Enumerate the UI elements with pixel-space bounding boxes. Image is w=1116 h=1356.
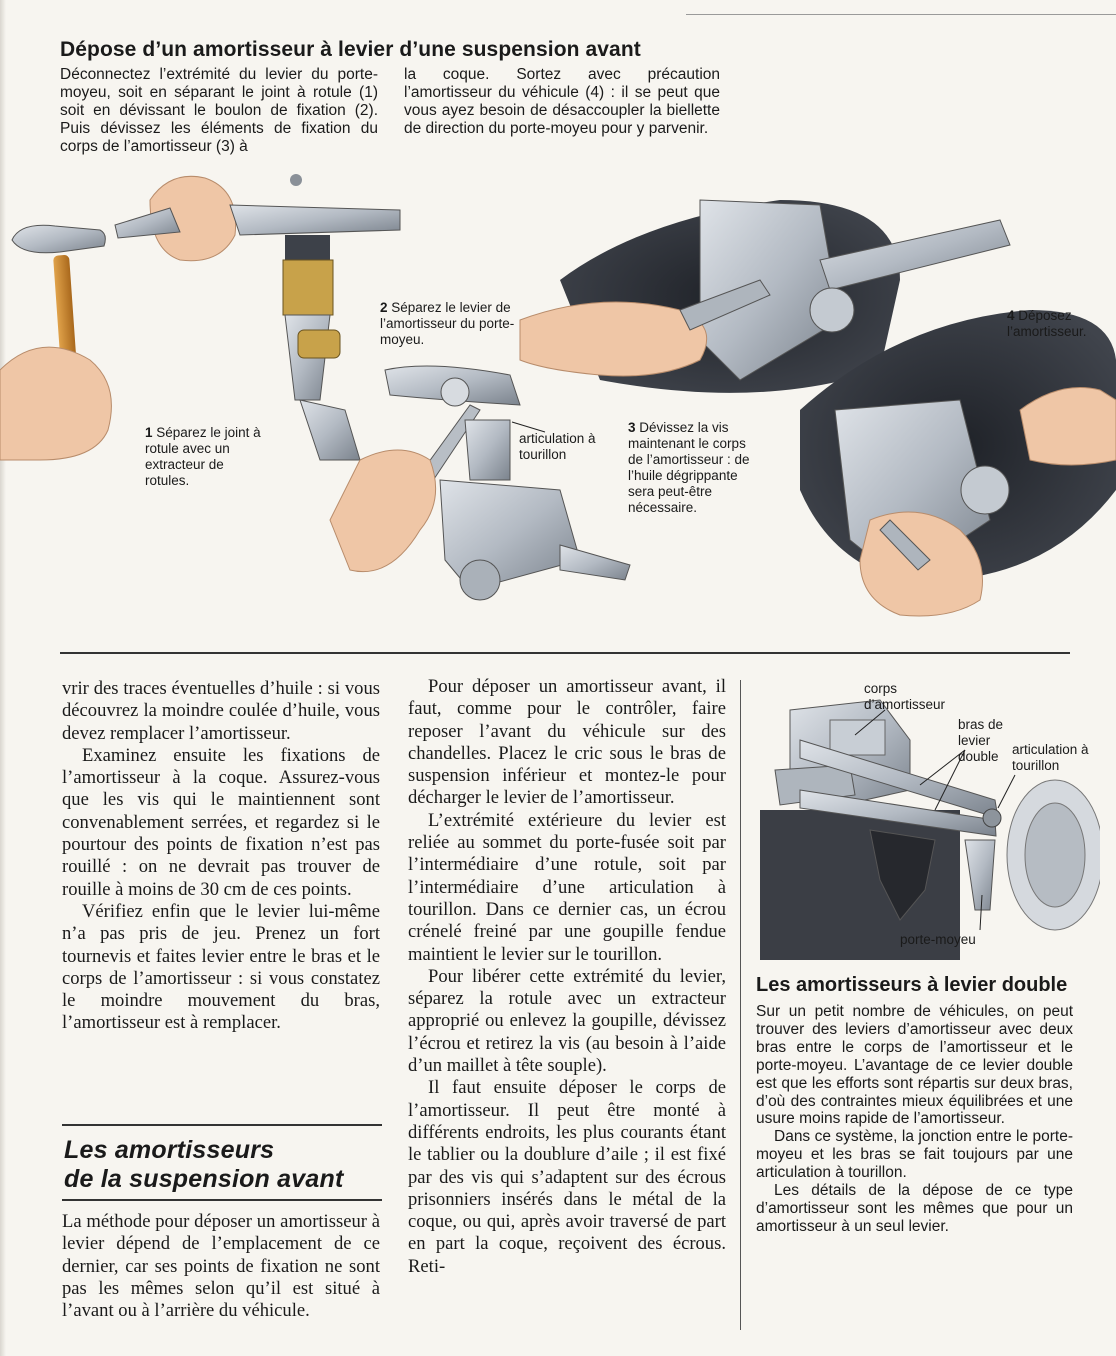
text-column-1 — [62, 678, 380, 1035]
intro-right-column — [404, 66, 720, 138]
top-rule — [686, 14, 1116, 15]
col1-paragraph-1: vrir des traces éventuelles d’huile : si vous découvrez la moindre coulée d’huile, vous devez remplacer l’amortisseur. — [62, 678, 380, 744]
caption-step-3-number: 3 — [628, 420, 636, 435]
label-bras-levier-double: bras de levier double — [958, 717, 1004, 764]
section-rule-bottom — [62, 1199, 382, 1201]
removal-steps-illustration — [0, 160, 1116, 630]
label-porte-moyeu: porte-moyeu — [900, 932, 976, 947]
col2-paragraph-4: Il faut ensuite déposer le corps de l’amortisseur. Il peut être monté à différents endroits, les plus courants étant le tablier ou la doublure d’aile ; il est fixé par des vis qui s’adaptent sur des écrous prisonniers insérés dans le métal de la coque, ou qui, après avoir traversé de part en part la coque, reçoivent des écrous. Reti- — [408, 1077, 726, 1277]
intro-right-text: la coque. Sortez avec précaution l’amortisseur du véhicule (4) : il se peut que vous ayez besoin de désaccoupler la biellette de direction du porte-moyeu pour y parvenir. — [404, 66, 720, 137]
caption-step-4-text: Déposez l’amortisseur. — [1007, 308, 1087, 339]
double-paragraph-2: Dans ce système, la jonction entre le porte-moyeu et les bras se fait toujours par une articulation à tourillon. — [756, 1128, 1073, 1182]
col2-paragraph-1: Pour déposer un amortisseur avant, il faut, comme pour le contrôler, faire reposer l’avant du véhicule sur des chandelles. Placez le cric sous le bras de suspension inférieur et montez-le pour décharger le levier de l’amortisseur. — [408, 676, 726, 809]
col1-paragraph-4: La méthode pour déposer un amortisseur à levier dépend de l’emplacement de ce dernier, car ses points de fixation ne sont pas les mêmes selon qu’il est situé à l’avant ou à l’arrière du véhicule. — [62, 1211, 380, 1322]
text-column-2 — [408, 676, 726, 1278]
col2-paragraph-2: L’extrémité extérieure du levier est reliée au sommet du porte-fusée soit par l’intermédiaire d’une rotule, soit par l’intermédiaire d’une articulation à tourillon. Dans ce dernier cas, un écrou crénelé freiné par une goupille fendue maintient le levier sur le tourillon. — [408, 809, 726, 965]
section-title-line-1: Les amortisseurs — [64, 1136, 275, 1164]
page-title: Dépose d’un amortisseur à levier d’une suspension avant — [60, 38, 641, 61]
column-rule — [740, 680, 741, 1330]
col2-paragraph-3: Pour libérer cette extrémité du levier, séparez la rotule avec un extracteur approprié ou enlevez la goupille, dévissez l’écrou et retirez la vis (au besoin à l’aide d’un maillet à tête souple). — [408, 965, 726, 1077]
section-rule-top — [62, 1124, 382, 1126]
caption-step-4-number: 4 — [1007, 308, 1015, 323]
intro-left-column — [60, 66, 378, 156]
caption-step-1-number: 1 — [145, 425, 153, 440]
label-articulation-tourillon-2: articulation à tourillon — [1012, 742, 1089, 773]
double-paragraph-1: Sur un petit nombre de véhicules, on peut trouver des leviers d’amortisseur avec deux bras entre le corps de l’amortisseur et le porte-moyeu. L’avantage de ce levier double est que les efforts sont répartis sur deux bras, d’où des contraintes mieux équilibrées et une usure moins rapide de l’amortisseur. — [756, 1003, 1073, 1128]
double-lever-text — [756, 1003, 1073, 1236]
caption-step-1-text: Séparez le joint à rotule avec un extracteur de rotules. — [145, 425, 261, 488]
caption-step-2 — [380, 300, 515, 348]
section-divider — [60, 652, 1070, 654]
step2-drawing — [330, 366, 630, 600]
intro-left-text: Déconnectez l’extrémité du levier du porte-moyeu, soit en séparant le joint à rotule (1) soit en dévissant le boulon de fixation (2). Puis dévissez les éléments de fixation du corps de l’amortisseur (3) à — [60, 66, 378, 155]
double-paragraph-3: Les détails de la dépose de ce type d’amortisseur sont les mêmes que pour un amortisseur à un seul levier. — [756, 1182, 1073, 1235]
caption-step-3 — [628, 420, 763, 516]
text-column-1-section — [62, 1211, 380, 1322]
double-lever-title: Les amortisseurs à levier double — [756, 974, 1068, 996]
col1-paragraph-3: Vérifiez enfin que le levier lui-même n’a pas pris de jeu. Prenez un fort tournevis et faites levier entre le bras et le corps de l’amortisseur : si vous constatez le moindre mouvement du bras, l’amortisseur est à remplacer. — [62, 900, 380, 1034]
step1-drawing — [0, 174, 400, 460]
label-corps-amortisseur: corps d’amortisseur — [864, 681, 946, 712]
caption-step-2-text: Séparez le levier de l’amortisseur du porte-moyeu. — [380, 300, 515, 347]
caption-step-1 — [145, 425, 270, 489]
col1-paragraph-2: Examinez ensuite les fixations de l’amortisseur à la coque. Assurez-vous que les vis qui le maintiennent sont convenablement serrées, et regardez si le pourtour des points de fixation n’est pas rouillé : on ne devrait pas trouver de rouille à moins de 30 cm de ces points. — [62, 744, 380, 900]
double-lever-diagram — [760, 680, 1100, 960]
caption-step-2-number: 2 — [380, 300, 388, 315]
caption-step-3-text: Dévissez la vis maintenant le corps de l’amortisseur : de l’huile dégrippante sera peut-être nécessaire. — [628, 420, 750, 515]
label-articulation-tourillon: articulation à tourillon — [519, 431, 596, 462]
caption-step-4 — [1007, 308, 1107, 340]
section-title-line-2: de la suspension avant — [64, 1165, 344, 1193]
